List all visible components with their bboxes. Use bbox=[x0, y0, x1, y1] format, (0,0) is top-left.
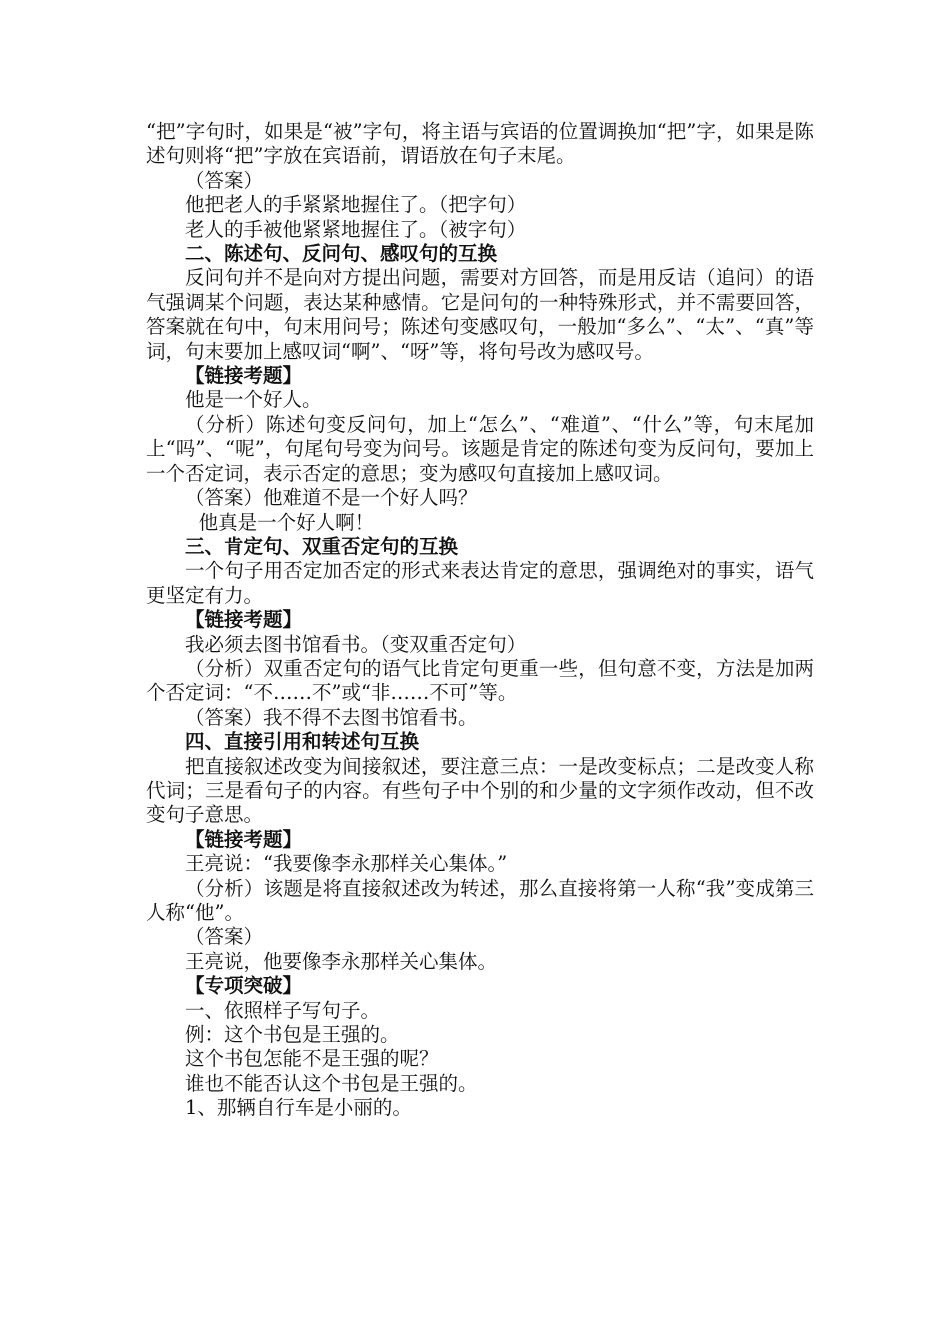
paragraph: 这个书包怎能不是王强的呢？ bbox=[185, 1047, 439, 1071]
paragraph: 谁也不能否认这个书包是王强的。 bbox=[185, 1071, 478, 1095]
answer-paragraph: （答案）他难道不是一个好人吗？ bbox=[185, 486, 478, 510]
document-page bbox=[146, 120, 814, 1121]
section-heading: 二、陈述句、反问句、感叹句的互换 bbox=[185, 242, 498, 266]
paragraph: “把”字句时，如果是“被”字句，将主语与宾语的位置调换加“把”字，如果是陈述句则将“把”字放在宾语前，谓语放在句子末尾。 bbox=[146, 120, 814, 168]
analysis-paragraph: （分析）该题是将直接叙述改为转述，那么直接将第一人称“我”变成第三人称“他”。 bbox=[146, 876, 814, 924]
paragraph: 王亮说：“我要像李永那样关心集体。” bbox=[185, 852, 508, 876]
analysis-paragraph: （分析）陈述句变反问句，加上“怎么”、“难道”、“什么”等，句末尾加上“吗”、“呢”，句尾句号变为问号。该题是肯定的陈述句变为反问句，要加上一个否定词，表示否定的意思；变为感叹句直接加上感叹词。 bbox=[146, 412, 814, 485]
paragraph: 反问句并不是向对方提出问题，需要对方回答，而是用反诘（追问）的语气强调某个问题，表达某种感情。它是问句的一种特殊形式，并不需要回答，答案就在句中，句末用问号；陈述句变感叹句，一般加“多么”、“太”、“真”等词，句末要加上感叹词“啊”、“呀”等，将句号改为感叹号。 bbox=[146, 266, 814, 363]
exam-link-heading: 【链接考题】 bbox=[185, 827, 303, 851]
paragraph: 例：这个书包是王强的。 bbox=[185, 1023, 400, 1047]
exam-link-heading: 【链接考题】 bbox=[185, 608, 303, 632]
paragraph: 一、依照样子写句子。 bbox=[185, 998, 381, 1022]
section-heading: 四、直接引用和转述句互换 bbox=[185, 730, 420, 754]
answer-label: （答案） bbox=[185, 168, 264, 192]
exam-link-heading: 【链接考题】 bbox=[185, 364, 303, 388]
paragraph: 一个句子用否定加否定的形式来表达肯定的意思，强调绝对的事实，语气更坚定有力。 bbox=[146, 559, 814, 607]
paragraph: 王亮说，他要像李永那样关心集体。 bbox=[185, 949, 498, 973]
section-heading: 三、肯定句、双重否定句的互换 bbox=[185, 534, 459, 558]
paragraph: 我必须去图书馆看书。（变双重否定句） bbox=[185, 632, 527, 656]
analysis-paragraph: （分析）双重否定句的语气比肯定句更重一些，但句意不变，方法是加两个否定词：“不……不”或“非……不可”等。 bbox=[146, 656, 814, 705]
paragraph: 他真是一个好人啊！ bbox=[198, 510, 375, 534]
paragraph: 1、那辆自行车是小丽的。 bbox=[185, 1096, 412, 1120]
answer-paragraph: （答案）我不得不去图书馆看书。 bbox=[185, 705, 478, 729]
paragraph: 他把老人的手紧紧地握住了。（把字句） bbox=[185, 193, 527, 217]
special-practice-heading: 【专项突破】 bbox=[185, 974, 303, 998]
paragraph: 把直接叙述改变为间接叙述，要注意三点：一是改变标点；二是改变人称代词；三是看句子的内容。有些句子中个别的和少量的文字须作改动，但不改变句子意思。 bbox=[146, 754, 814, 827]
answer-label: （答案） bbox=[185, 925, 264, 949]
paragraph: 他是一个好人。 bbox=[185, 388, 322, 412]
paragraph: 老人的手被他紧紧地握住了。（被字句） bbox=[185, 217, 527, 241]
